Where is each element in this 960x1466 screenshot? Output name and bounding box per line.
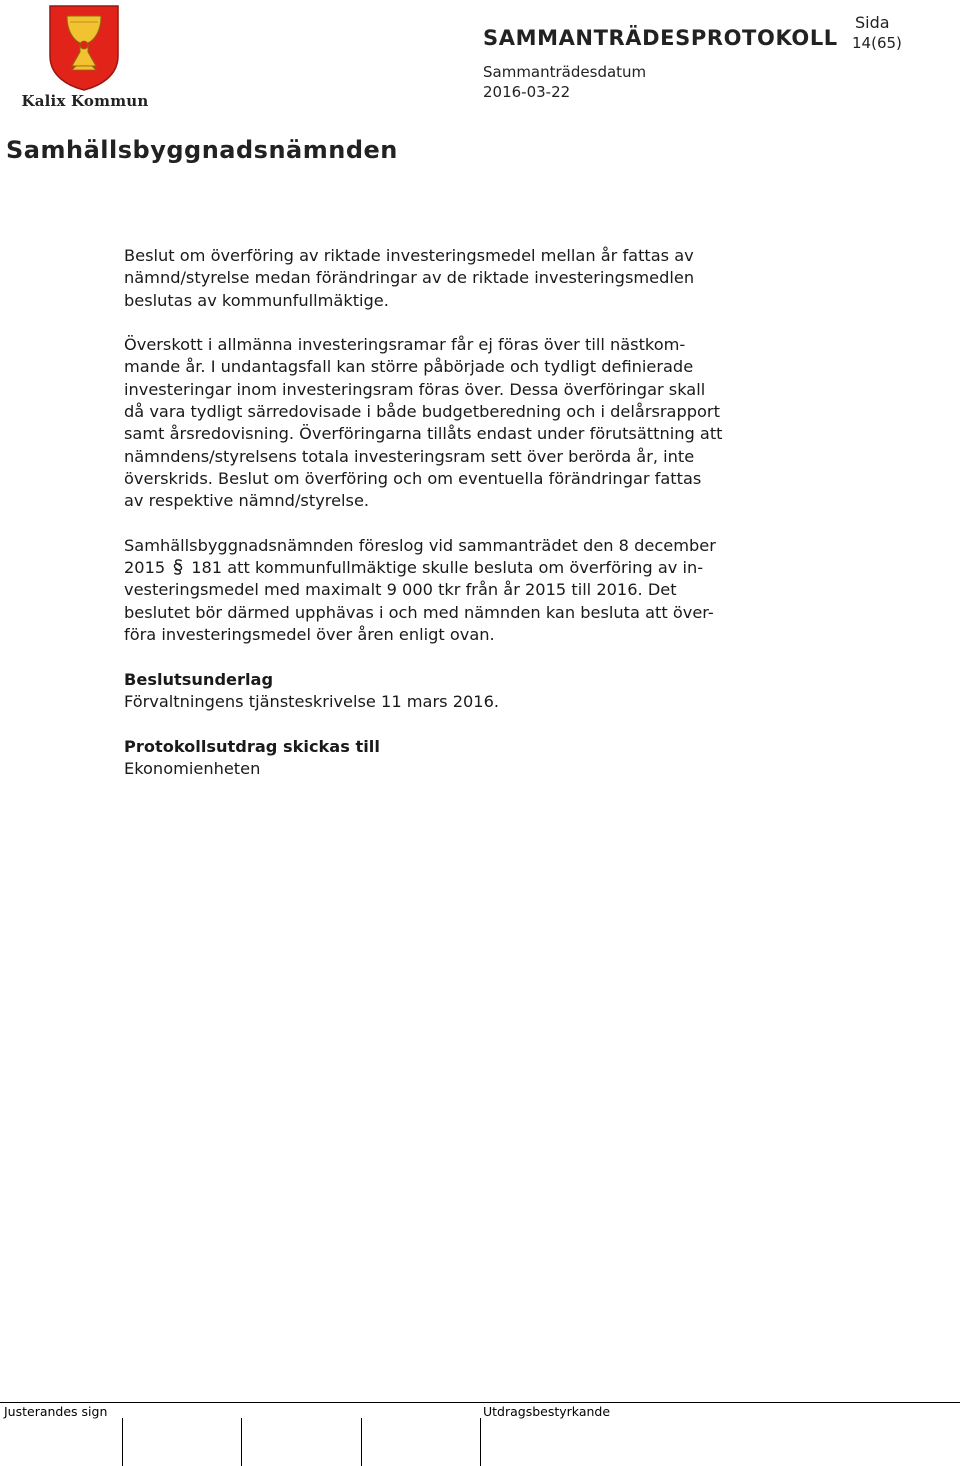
section-sign-icon [171, 558, 185, 576]
kalix-coat-of-arms-logo [12, 4, 158, 112]
text-fragment: 2015 [124, 558, 166, 578]
meeting-date: 2016-03-22 [483, 83, 571, 101]
extract-certification-label: Utdragsbestyrkande [483, 1404, 611, 1419]
decision-basis-heading: Beslutsunderlag [124, 669, 274, 689]
excerpt-recipients-heading: Protokollsutdrag skickas till [124, 736, 380, 756]
signature-box-divider [480, 1418, 481, 1466]
protocol-body [124, 245, 814, 780]
text-line: Samhällsbyggnadsnämnden föreslog vid sammanträdet den 8 december [124, 535, 716, 555]
footer-divider [0, 1402, 960, 1403]
text-line: samt årsredovisning. Överföringarna tillåts endast under förutsättning att [124, 424, 723, 444]
kalix-coat-of-arms-icon [12, 4, 158, 92]
text-line: överskrids. Beslut om överföring och om eventuella förändringar fattas [124, 468, 702, 488]
page-label: Sida [855, 13, 890, 32]
paragraph-surplus-rules [124, 334, 814, 512]
text-line-with-section [124, 557, 814, 579]
committee-name: Samhällsbyggnadsnämnden [6, 136, 398, 164]
text-line: vesteringsmedel med maximalt 9 000 tkr från år 2015 till 2016. Det [124, 580, 677, 600]
text-line: beslutet bör därmed upphävas i och med nämnden kan besluta att över- [124, 602, 714, 622]
signature-box-divider [361, 1418, 362, 1466]
signature-box-divider [241, 1418, 242, 1466]
text-fragment: 181 att kommunfullmäktige skulle besluta om överföring av in- [191, 558, 704, 578]
signature-box-divider [122, 1418, 123, 1466]
excerpt-recipients-text: Ekonomienheten [124, 758, 261, 778]
paragraph-previous-proposal [124, 535, 814, 646]
text-line: investeringar inom investeringsram föras över. Dessa överföringar skall [124, 379, 706, 399]
section-decision-basis [124, 669, 814, 714]
paragraph-transfer-decision [124, 245, 814, 312]
logo-text: Kalix Kommun [21, 92, 149, 110]
document-title: SAMMANTRÄDESPROTOKOLL [483, 26, 838, 50]
text-line: då vara tydligt särredovisade i både budgetberedning och i delårsrapport [124, 402, 720, 422]
meeting-date-label: Sammanträdesdatum [483, 63, 647, 81]
text-line: Beslut om överföring av riktade investeringsmedel mellan år fattas av [124, 246, 694, 265]
text-line: av respektive nämnd/styrelse. [124, 491, 370, 511]
page-number: 14(65) [852, 34, 902, 52]
decision-basis-text: Förvaltningens tjänsteskrivelse 11 mars 2016. [124, 691, 500, 711]
text-line: nämnd/styrelse medan förändringar av de riktade investeringsmedlen [124, 268, 695, 288]
section-excerpt-recipients [124, 736, 814, 781]
text-line: nämndens/styrelsens totala investeringsram sett över berörda år, inte [124, 446, 695, 466]
adjuster-signature-label: Justerandes sign [4, 1404, 108, 1419]
text-line: beslutas av kommunfullmäktige. [124, 290, 389, 310]
text-line: Överskott i allmänna investeringsramar får ej föras över till nästkom- [124, 335, 686, 355]
text-line: föra investeringsmedel över åren enligt ovan. [124, 625, 495, 645]
text-line: mande år. I undantagsfall kan större påbörjade och tydligt definierade [124, 357, 694, 377]
